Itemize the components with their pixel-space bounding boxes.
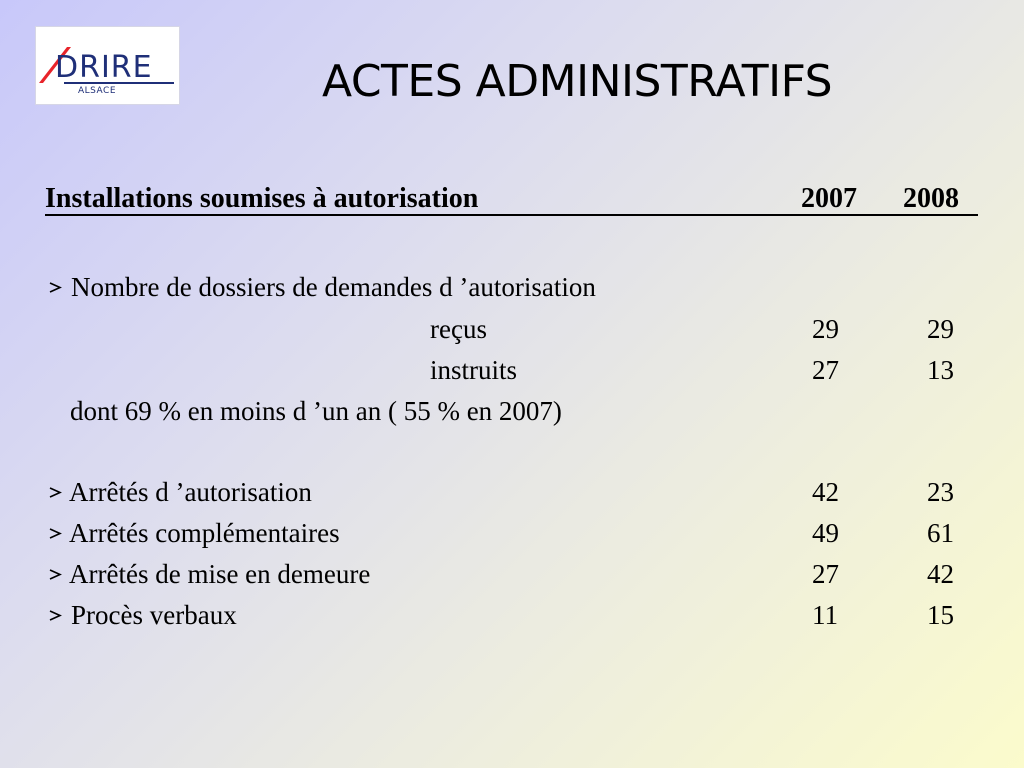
drire-logo bbox=[35, 26, 180, 105]
row-label: Arrêtés d ’autorisation bbox=[69, 477, 312, 507]
row-2008-value: 42 bbox=[927, 559, 954, 589]
logo-subtext: ALSACE bbox=[78, 86, 117, 96]
instruits-2007-value: 27 bbox=[812, 355, 839, 385]
column-header-2008: 2008 bbox=[903, 183, 959, 214]
row-2008-value: 61 bbox=[927, 518, 954, 548]
row-label: Arrêtés complémentaires bbox=[69, 518, 340, 548]
section-header bbox=[45, 182, 978, 216]
logo-text: DRIRE bbox=[55, 50, 153, 85]
arrow-bullet-icon bbox=[47, 475, 67, 509]
recus-2007-value: 29 bbox=[812, 314, 839, 344]
dossiers-label: Nombre de dossiers de demandes d ’autorisation bbox=[71, 272, 596, 302]
row-2008-value: 15 bbox=[927, 600, 954, 630]
instruits-2008-value: 13 bbox=[927, 355, 954, 385]
row-label: Procès verbaux bbox=[71, 600, 237, 630]
row-label: Arrêtés de mise en demeure bbox=[69, 559, 371, 589]
row-2007-value: 11 bbox=[812, 600, 838, 630]
arrow-bullet-icon bbox=[47, 270, 67, 304]
recus-2008-value: 29 bbox=[927, 314, 954, 344]
arrow-bullet-icon bbox=[47, 516, 67, 550]
row-2008-value: 23 bbox=[927, 477, 954, 507]
column-header-2007: 2007 bbox=[801, 183, 857, 214]
row-2007-value: 27 bbox=[812, 559, 839, 589]
row-2007-value: 42 bbox=[812, 477, 839, 507]
row-2007-value: 49 bbox=[812, 518, 839, 548]
arrow-bullet-icon bbox=[47, 598, 67, 632]
page-title: ACTES ADMINISTRATIFS bbox=[322, 56, 833, 107]
dossiers-note: dont 69 % en moins d ’un an ( 55 % en 2007) bbox=[70, 396, 562, 426]
recus-label: reçus bbox=[430, 314, 487, 344]
arrow-bullet-icon bbox=[47, 557, 67, 591]
section-header-label: Installations soumises à autorisation bbox=[45, 183, 479, 214]
instruits-label: instruits bbox=[430, 355, 518, 385]
